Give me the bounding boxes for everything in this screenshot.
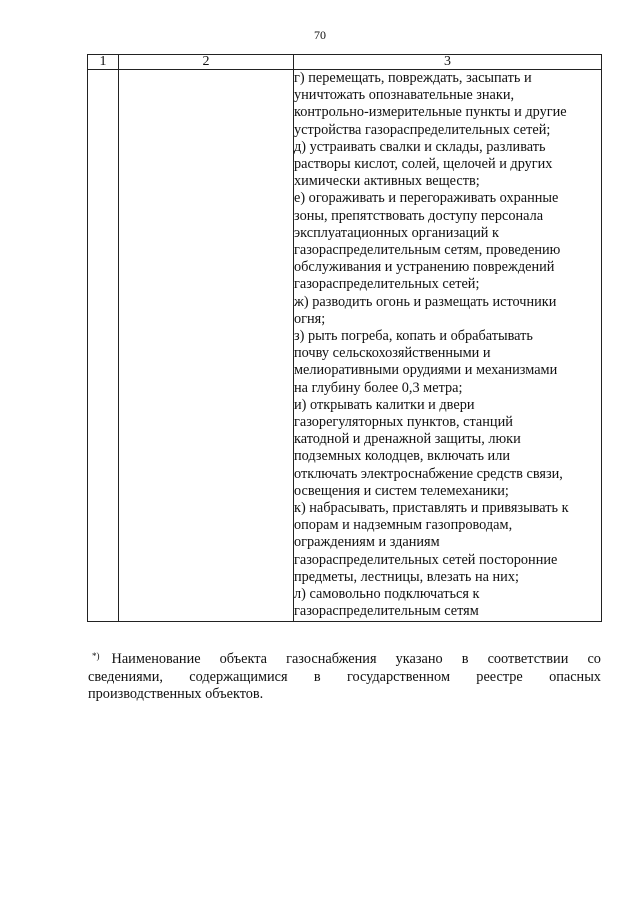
cell-text-line: предметы, лестницы, влезать на них; bbox=[294, 568, 519, 585]
cell-text-line: газораспределительным сетям, проведению bbox=[294, 242, 561, 259]
cell-text-line: контрольно-измерительные пункты и другие bbox=[294, 104, 567, 121]
footnote-line-2 bbox=[88, 669, 601, 687]
footnote-line-1 bbox=[88, 651, 601, 669]
cell-text-line: катодной и дренажной защиты, люки bbox=[294, 431, 521, 448]
cell-text-line: д) устраивать свалки и склады, разливать bbox=[294, 138, 546, 155]
cell-text-line: е) огораживать и перегораживать охранные bbox=[294, 190, 559, 207]
cell-text-line: зоны, препятствовать доступу персонала bbox=[294, 207, 544, 224]
footnote-word: государственном bbox=[346, 668, 450, 685]
cell-text-line: огня; bbox=[294, 310, 326, 327]
footnote-word: соответствии bbox=[487, 651, 569, 667]
cell-text-line: химически активных веществ; bbox=[294, 173, 480, 190]
footnote-word: в bbox=[461, 651, 469, 667]
cell-text-line: устройства газораспределительных сетей; bbox=[294, 121, 551, 138]
column-header-2: 2 bbox=[119, 55, 294, 70]
table-cell-col2 bbox=[119, 70, 294, 622]
cell-text-line: обслуживания и устранению повреждений bbox=[294, 259, 555, 276]
page-number: 70 bbox=[314, 28, 326, 42]
cell-text-line: мелиоративными орудиями и механизмами bbox=[294, 362, 558, 379]
cell-text-line: г) перемещать, повреждать, засыпать и bbox=[294, 70, 532, 86]
column-header-3: 3 bbox=[294, 55, 602, 70]
cell-text-line: к) набрасывать, приставлять и привязывать к bbox=[294, 500, 569, 517]
cell-text-line: и) открывать калитки и двери bbox=[294, 396, 475, 413]
table-header-row bbox=[88, 55, 602, 70]
cell-text-line: з) рыть погреба, копать и обрабатывать bbox=[294, 328, 533, 345]
cell-text-line: почву сельскохозяйственными и bbox=[294, 345, 491, 362]
cell-text-line: газораспределительным сетям bbox=[294, 603, 479, 620]
footnote-word: в bbox=[313, 668, 321, 685]
cell-text-line: освещения и систем телемеханики; bbox=[294, 482, 509, 499]
footnote-word: газоснабжения bbox=[286, 651, 377, 667]
footnote-word: Наименование bbox=[111, 651, 201, 667]
footnote bbox=[88, 651, 601, 704]
cell-text-line: растворы кислот, солей, щелочей и других bbox=[294, 156, 553, 173]
footnote-word: со bbox=[587, 651, 601, 667]
footnote-word: объекта bbox=[219, 651, 267, 667]
cell-text-line: эксплуатационных организаций к bbox=[294, 224, 499, 241]
footnote-word: указано bbox=[395, 651, 443, 667]
document-table bbox=[87, 54, 602, 622]
cell-text-line: ограждениям и зданиям bbox=[294, 534, 440, 551]
footnote-word: содержащимися bbox=[189, 668, 288, 685]
cell-text-line: на глубину более 0,3 метра; bbox=[294, 379, 463, 396]
footnote-word: реестре bbox=[476, 668, 523, 685]
footnote-word: опасных bbox=[549, 668, 601, 685]
footnote-line-3: производственных объектов. bbox=[88, 686, 264, 702]
cell-text-line: опорам и надземным газопроводам, bbox=[294, 517, 513, 534]
footnote-word: сведениями, bbox=[88, 668, 163, 685]
table-row bbox=[88, 70, 602, 622]
cell-text-line: уничтожать опознавательные знаки, bbox=[294, 87, 515, 104]
cell-text-line: подземных колодцев, включать или bbox=[294, 448, 510, 465]
cell-text-line: газораспределительных сетей посторонние bbox=[294, 551, 558, 568]
footnote-marker: *) bbox=[92, 651, 100, 661]
cell-text-line: газорегуляторных пунктов, станций bbox=[294, 414, 513, 431]
column-header-1: 1 bbox=[88, 55, 119, 70]
cell-text-line: л) самовольно подключаться к bbox=[294, 586, 480, 603]
cell-text-line: отключать электроснабжение средств связи, bbox=[294, 465, 563, 482]
footnote-lead bbox=[88, 651, 201, 669]
table-cell-col3 bbox=[294, 70, 602, 622]
table-cell-col1 bbox=[88, 70, 119, 622]
cell-text-line: газораспределительных сетей; bbox=[294, 276, 480, 293]
cell-text-line: ж) разводить огонь и размещать источники bbox=[294, 293, 557, 310]
